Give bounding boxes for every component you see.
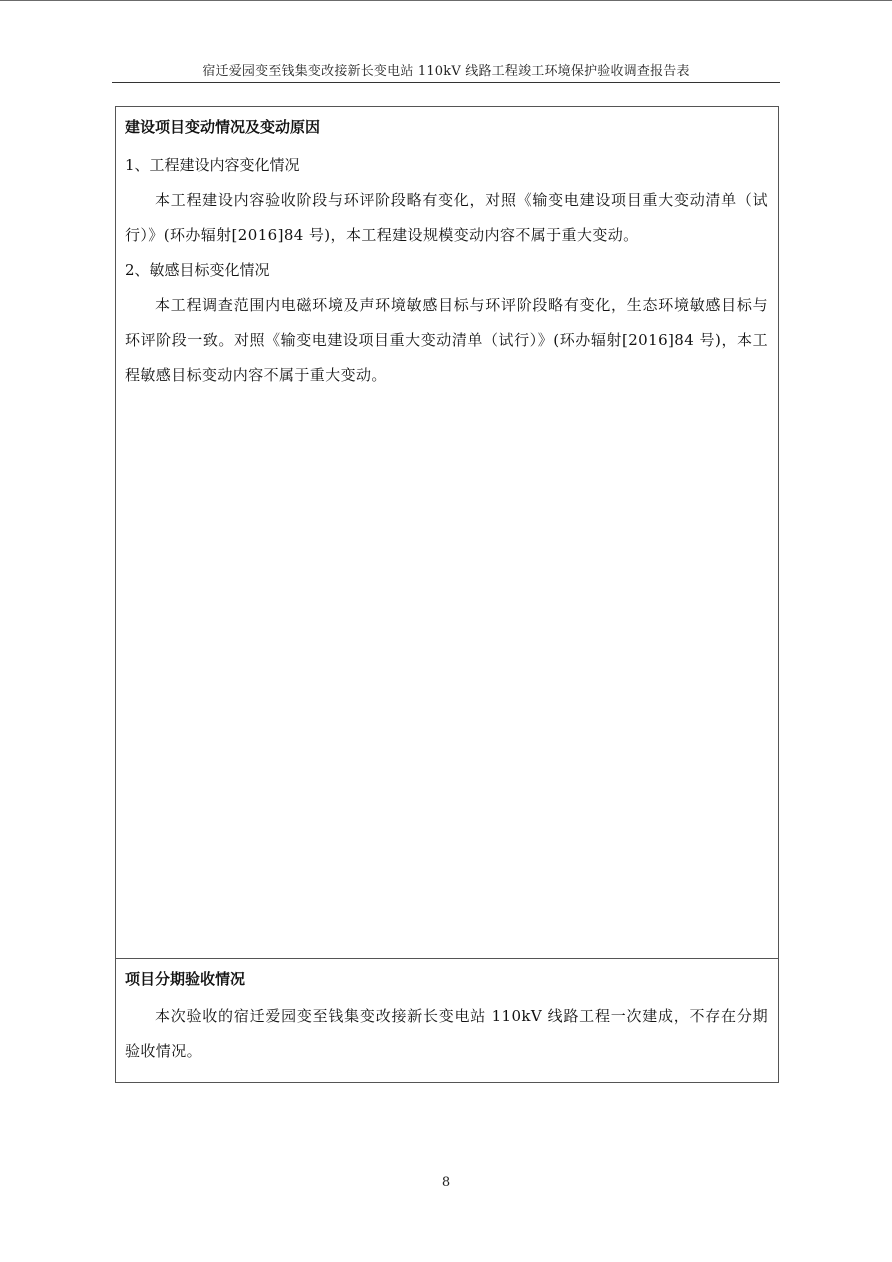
sensitive-targets-text: 本工程调查范围内电磁环境及声环境敏感目标与环评阶段略有变化，生态环境敏感目标与环评阶段一致。对照《输变电建设项目重大变动清单（试行）》(环办辐射[2016]84 号)，本工程敏感目标变动内容不属于重大变动。 <box>125 296 768 384</box>
phased-acceptance-text: 本次验收的宿迁爱园变至钱集变改接新长变电站 110kV 线路工程一次建成，不存在分期验收情况。 <box>125 1007 768 1060</box>
running-header: 宿迁爱园变至钱集变改接新长变电站 110kV 线路工程竣工环境保护验收调查报告表 <box>202 64 690 79</box>
phased-acceptance-title: 项目分期验收情况 <box>125 970 246 988</box>
changes-section-title: 建设项目变动情况及变动原因 <box>125 118 321 136</box>
top-border-line <box>0 0 892 1</box>
sensitive-targets-heading: 2、敏感目标变化情况 <box>125 261 270 279</box>
header-rule <box>112 82 780 83</box>
construction-changes-text: 本工程建设内容验收阶段与环评阶段略有变化，对照《输变电建设项目重大变动清单（试行）》(环办辐射[2016]84 号)，本工程建设规模变动内容不属于重大变动。 <box>125 191 768 244</box>
construction-changes-heading: 1、工程建设内容变化情况 <box>125 156 300 174</box>
changes-section <box>116 107 778 959</box>
report-table <box>115 106 779 1083</box>
phased-acceptance-section <box>116 959 778 1082</box>
page-number: 8 <box>441 1175 451 1190</box>
